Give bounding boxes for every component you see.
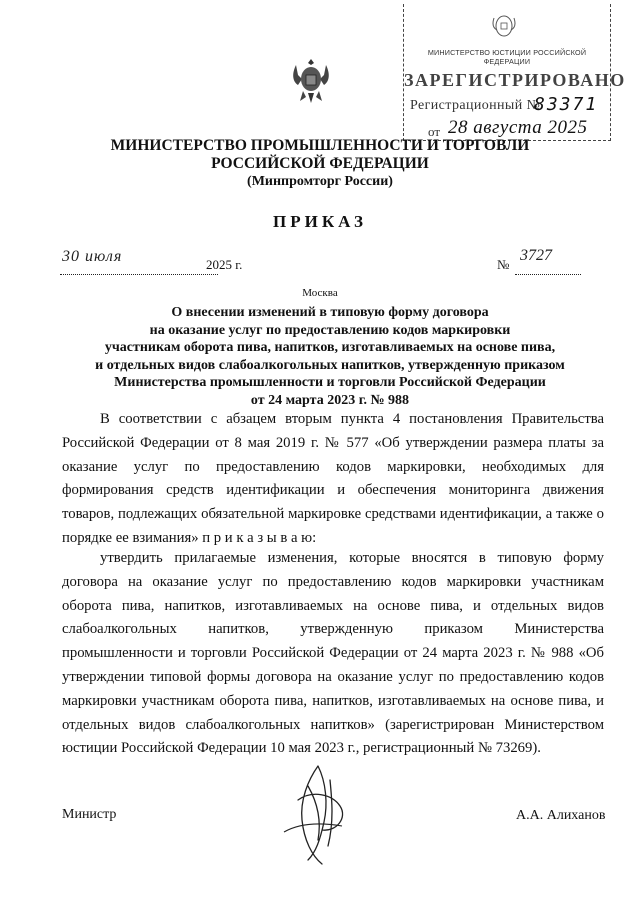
handwritten-signature [278,760,358,870]
ministry-line1: МИНИСТЕРСТВО ПРОМЫШЛЕННОСТИ И ТОРГОВЛИ [110,137,530,154]
stamp-date-value: 28 августа 2025 [448,117,588,138]
heading-line: Министерства промышленности и торговли Российской Федерации [114,375,546,390]
body-paragraph-2 [62,547,604,761]
stamp-coat-of-arms-icon [490,10,518,42]
heading-line: участникам оборота пива, напитков, изготавливаемых на основе пива, [104,340,556,355]
ministry-short-name: (Минпромторг России) [247,174,393,189]
body-paragraph-1 [62,408,604,551]
signer-name: А.А. Алиханов [516,808,606,823]
paragraph-text: утвердить прилагаемые изменения, которые вносятся в типовую форму договора на оказание услуг по предоставлению кодов маркировки участникам оборота пива, напитков, изготавливаемых на основе пива, и отдельных видов слабоалкогольных напитков, утвержденную приказом Министерства промышленности и торговли Российской Федерации от 24 марта 2023 г. № 988 «Об утверждении типовой формы договора на оказание услуг по предоставлению кодов маркировки участникам оборота пива, напитков, изготавливаемых на основе пива, и отдельных видов слабоалкогольных напитков» (зарегистрирован Министерством юстиции Российской Федерации 10 мая 2023 г., регистрационный № 73269). [62,550,604,757]
heading-line: О внесении изменений в типовую форму договора [171,305,489,320]
document-number-label: № [497,257,510,272]
document-heading [80,304,580,409]
stamp-regnum-label: Регистрационный № [410,98,541,113]
document-number: 3727 [520,247,552,264]
coat-of-arms-icon [288,55,334,105]
registration-stamp [403,4,626,141]
ministry-line2: РОССИЙСКОЙ ФЕДЕРАЦИИ [211,155,429,172]
signer-position: Министр [62,807,117,822]
stamp-ministry-name: МИНИСТЕРСТВО ЮСТИЦИИ РОССИЙСКОЙ ФЕДЕРАЦИИ [427,48,587,66]
document-date: 30 июля [62,248,123,265]
heading-line: и отдельных видов слабоалкогольных напитков, утвержденную приказом [95,357,565,373]
heading-line: на оказание услуг по предоставлению кодов маркировки [149,322,511,338]
stamp-registered-label: ЗАРЕГИСТРИРОВАНО [404,70,626,90]
document-year: 2025 г. [206,257,243,272]
heading-line: от 24 марта 2023 г. № 988 [250,392,410,408]
stamp-regnum-value: 83371 [534,94,599,115]
document-city: Москва [302,287,338,299]
stamp-date-prefix: от [428,124,441,139]
ministry-name [0,137,640,191]
document-type: ПРИКАЗ [273,212,367,231]
paragraph-text: В соответствии с абзацем вторым пункта 4 постановления Правительства Российской Федерации от 8 мая 2019 г. № 577 «Об утверждении размера платы за оказание услуг по предоставлению кодов маркировки, необходимых для формирования средств идентификации и обеспечения мониторинга движения товаров, подлежащих обязательной маркировке средствами идентификации, а также о порядке ее взимания» п р и к а з ы в а ю: [62,411,604,546]
